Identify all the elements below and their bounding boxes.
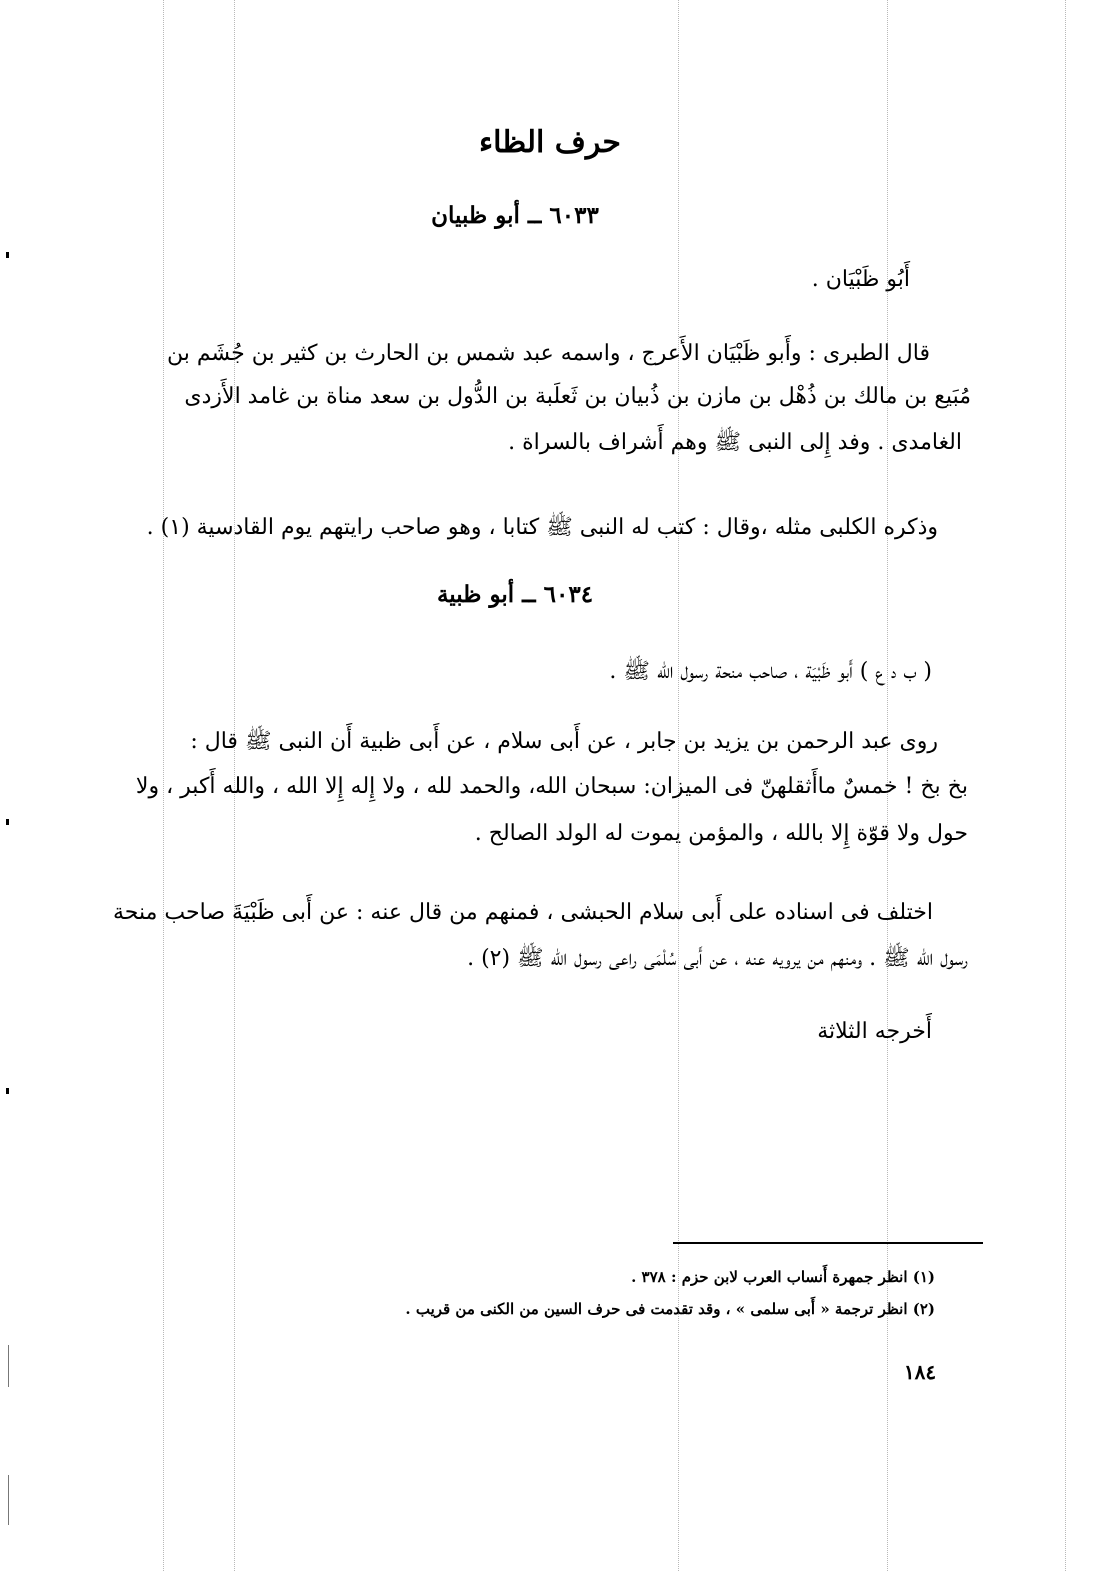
paragraph-line: بخ بخ ! خمسٌ ماأَثقلهنّ فى الميزان: سبحان الله، والحمد لله ، ولا إِله إِلا الله ، والله أَكبر ، ولا <box>135 774 968 799</box>
paragraph-line: رسول الله ﷺ . ومنهم من يرويه عنه ، عن أَبى سُلْمَى راعى رسول الله ﷺ (٢) . <box>467 946 968 971</box>
scan-mark <box>6 252 9 258</box>
scan-dotted-line <box>1065 0 1066 1571</box>
paragraph-line: روى عبد الرحمن بن يزيد بن جابر ، عن أَبى سلام ، عن أَبى ظبية أَن النبى ﷺ قال : <box>190 729 938 754</box>
paragraph-line: اختلف فى اسناده على أَبى سلام الحبشى ، فمنهم من قال عنه : عن أَبى ظَبْيَةَ صاحب منحة <box>113 900 933 925</box>
paragraph-line: وذكره الكلبى مثله ،وقال : كتب له النبى ﷺ كتابا ، وهو صاحب رايتهم يوم القادسية (١) . <box>146 515 938 540</box>
closing-line: أَخرجه الثلاثة <box>817 1019 932 1044</box>
page-number: ١٨٤ <box>903 1360 937 1384</box>
scan-mark <box>6 1088 9 1094</box>
footnote: (٢) انظر ترجمة « أَبى سلمى » ، وقد تقدمت فى حرف السين من الكنى من قريب . <box>405 1300 935 1318</box>
scan-edge-line <box>8 1475 9 1525</box>
scan-mark <box>6 819 9 825</box>
scan-edge-line <box>8 1345 9 1387</box>
entry-name-line: ( ب د ع ) أَبو ظَبْيَة ، صاحب منحة رسول الله ﷺ . <box>609 659 932 684</box>
entry-name-line: أَبُو ظَبْيَان . <box>811 267 910 292</box>
paragraph-line: مُبَيع بن مالك بن ذُهْل بن مازن بن ذُبيان بن ثَعلَبة بن الدُّول بن سعد مناة بن غامد الأَزدى <box>184 384 971 409</box>
paragraph-line: قال الطبرى : وأَبو ظَبْيَان الأَعرج ، واسمه عبد شمس بن الحارث بن كثير بن جُشَم بن <box>167 341 930 366</box>
entry-heading: ٦٠٣٤ ــ أبو ظبية <box>436 581 594 608</box>
section-title: حرف الظاء <box>479 125 621 160</box>
paragraph-line: حول ولا قوّة إِلا بالله ، والمؤمن يموت له الولد الصالح . <box>474 821 968 846</box>
entry-heading: ٦٠٣٣ ــ أبو ظبيان <box>431 202 599 229</box>
footnote: (١) انظر جمهرة أَنساب العرب لابن حزم : ٣٧٨ . <box>631 1268 935 1286</box>
footnote-separator <box>673 1242 983 1244</box>
paragraph-line: الغامدى . وفد إِلى النبى ﷺ وهم أَشراف بالسراة . <box>508 430 962 455</box>
